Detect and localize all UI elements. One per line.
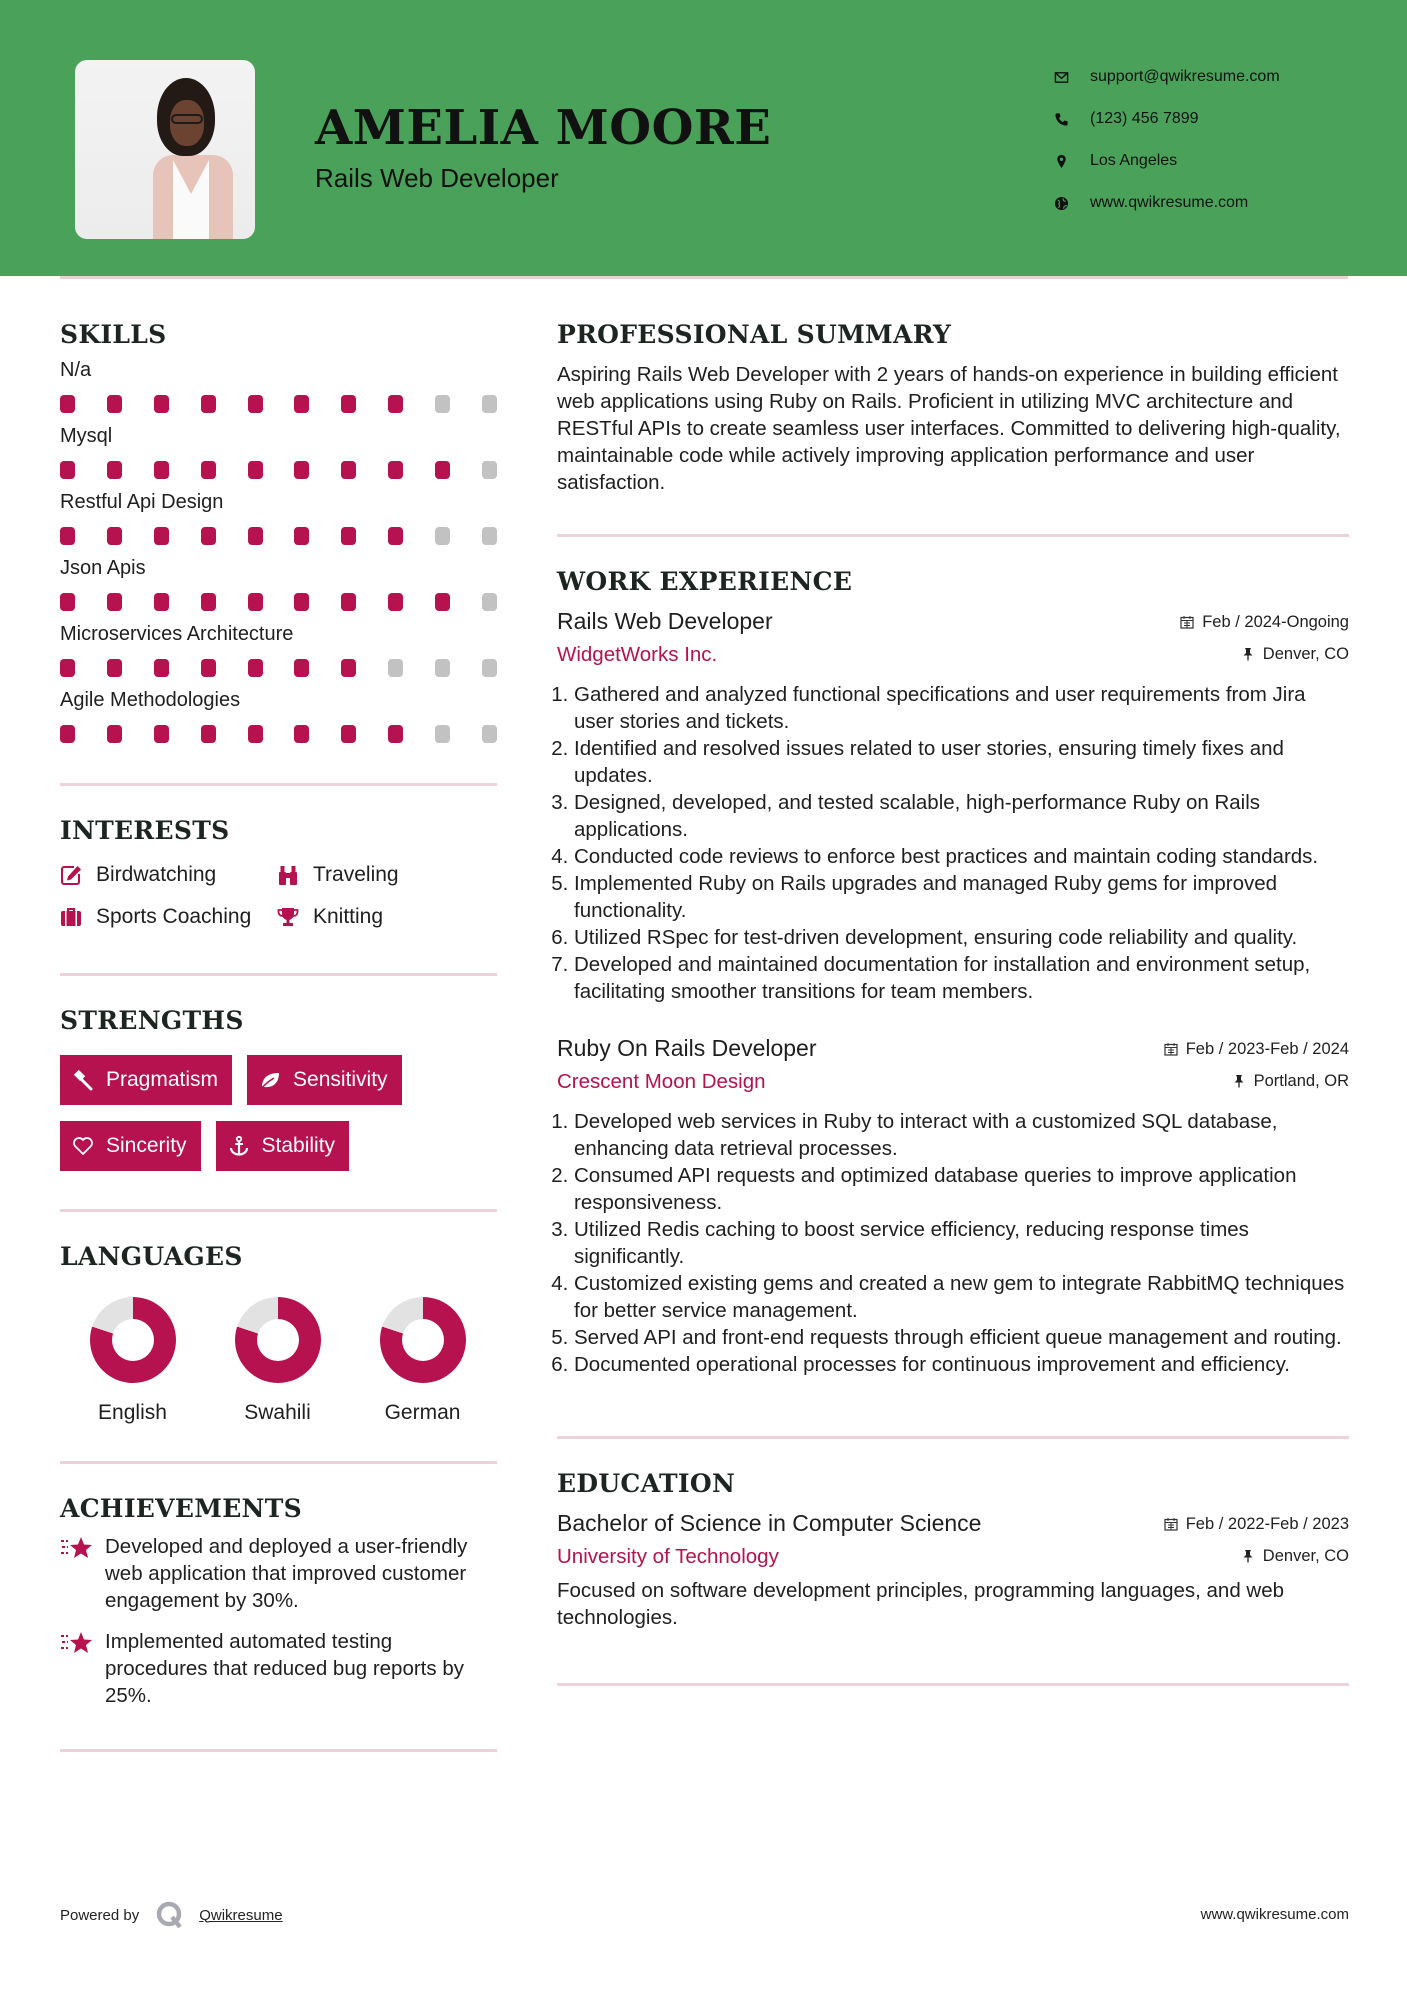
contact-phone[interactable]: [1050, 98, 1280, 140]
calendar-icon: [1180, 615, 1194, 629]
languages-section: [60, 1242, 497, 1425]
rating-dot-filled: [388, 395, 403, 413]
rating-dot-filled: [248, 659, 263, 677]
strengths-list: [60, 1055, 497, 1171]
strength-badge: [60, 1121, 201, 1171]
education-entry: [557, 1510, 1349, 1631]
rating-dot-filled: [107, 527, 122, 545]
job-title: Ruby On Rails Developer: [557, 1035, 817, 1061]
job-entry: [557, 608, 1349, 1005]
contact-list: [1050, 56, 1280, 224]
section-divider: [557, 1436, 1349, 1439]
section-divider: [60, 1209, 497, 1212]
rating-dot-filled: [435, 461, 450, 479]
job-bullet: 1. Gathered and analyzed functional specifications and user requirements from Jira user stories and tickets.: [574, 681, 1349, 735]
strength-badge: [60, 1055, 232, 1105]
interest-label: Sports Coaching: [96, 905, 252, 928]
skill-rating: [60, 725, 497, 745]
left-column: [60, 320, 497, 1752]
education-dates: Feb / 2022-Feb / 2023: [1164, 1515, 1349, 1534]
section-divider: [60, 973, 497, 976]
interest-item: [60, 905, 277, 929]
job-bullet: 4. Conducted code reviews to enforce best practices and maintain coding standards.: [574, 843, 1349, 870]
rating-dot-empty: [435, 395, 450, 413]
rating-dot-filled: [154, 659, 169, 677]
language-proficiency-donut: [235, 1297, 321, 1383]
language-item: [60, 1297, 205, 1425]
job-bullet: 5. Implemented Ruby on Rails upgrades and managed Ruby gems for improved functionality.: [574, 870, 1349, 924]
interest-label: Birdwatching: [96, 863, 217, 886]
rating-dot-filled: [388, 461, 403, 479]
skills-list: [60, 359, 497, 745]
rating-dot-empty: [482, 593, 497, 611]
job-location: Denver, CO: [1241, 645, 1349, 664]
rating-dot-filled: [388, 527, 403, 545]
qwikresume-link[interactable]: Qwikresume: [199, 1906, 283, 1924]
contact-email[interactable]: [1050, 56, 1280, 98]
rating-dot-filled: [341, 395, 356, 413]
rating-dot-filled: [107, 725, 122, 743]
rating-dot-filled: [60, 659, 75, 677]
powered-by-label: Powered by: [60, 1906, 140, 1924]
rating-dot-filled: [154, 593, 169, 611]
rating-dot-filled: [341, 725, 356, 743]
rating-dot-filled: [341, 593, 356, 611]
rating-dot-filled: [294, 725, 309, 743]
map-marker-icon: [1050, 154, 1072, 169]
section-title: EDUCATION: [557, 1469, 736, 1498]
skill-rating: [60, 659, 497, 679]
profile-photo: [75, 60, 255, 239]
interest-item: [277, 905, 497, 929]
suitcase-icon: [60, 906, 84, 928]
right-column: [557, 320, 1349, 1686]
rating-dot-filled: [294, 395, 309, 413]
rating-dot-empty: [388, 659, 403, 677]
strength-badge: [216, 1121, 350, 1171]
job-dates: Feb / 2023-Feb / 2024: [1164, 1040, 1349, 1059]
rating-dot-filled: [201, 725, 216, 743]
rating-dot-filled: [341, 659, 356, 677]
rating-dot-empty: [435, 725, 450, 743]
rating-dot-empty: [435, 659, 450, 677]
shooting-star-icon: [60, 1533, 105, 1614]
experience-section: [557, 567, 1349, 1378]
rating-dot-filled: [388, 725, 403, 743]
rating-dot-filled: [201, 659, 216, 677]
achievement-text: Developed and deployed a user-friendly web application that improved customer engagement by 30%.: [105, 1535, 468, 1612]
language-item: [205, 1297, 350, 1425]
envelope-icon: [1050, 70, 1072, 85]
rating-dot-filled: [201, 395, 216, 413]
edit-icon: [60, 864, 84, 886]
achievements-section: [60, 1494, 497, 1709]
rating-dot-filled: [248, 395, 263, 413]
section-title: WORK EXPERIENCE: [557, 567, 853, 596]
rating-dot-empty: [482, 395, 497, 413]
languages-list: [60, 1297, 497, 1425]
section-title: PROFESSIONAL SUMMARY: [557, 320, 952, 349]
achievement-text: Implemented automated testing procedures that reduced bug reports by 25%.: [105, 1630, 464, 1707]
job-bullet: 6. Utilized RSpec for test-driven development, ensuring code reliability and quality.: [574, 924, 1349, 951]
rating-dot-filled: [294, 527, 309, 545]
section-divider: [60, 783, 497, 786]
section-title: ACHIEVEMENTS: [60, 1494, 302, 1523]
strength-label: Sensitivity: [293, 1068, 388, 1091]
footer-powered-by: [60, 1900, 283, 1930]
rating-dot-filled: [201, 527, 216, 545]
interest-item: [60, 863, 277, 887]
interests-list: [60, 863, 497, 929]
candidate-title: Rails Web Developer: [315, 163, 559, 193]
pushpin-icon: [1241, 1549, 1255, 1563]
rating-dot-filled: [107, 395, 122, 413]
summary-text: Aspiring Rails Web Developer with 2 years of hands-on experience in building efficient web applications using Ruby on Rails. Proficient in utilizing MVC architecture and RESTful APIs to create seamless user interfaces. Committed to delivering high-quality, maintainable code while actively improving application performance and user satisfaction.: [557, 363, 1341, 494]
globe-icon: [1050, 196, 1072, 211]
skill-rating: [60, 395, 497, 415]
calendar-icon: [1164, 1517, 1178, 1531]
header-divider: [60, 276, 1348, 279]
interest-item: [277, 863, 497, 887]
achievement-item: [60, 1628, 497, 1709]
rating-dot-filled: [248, 461, 263, 479]
interests-section: [60, 816, 497, 929]
language-name: English: [98, 1401, 167, 1424]
rating-dot-filled: [60, 527, 75, 545]
rating-dot-filled: [341, 527, 356, 545]
interest-label: Traveling: [313, 863, 399, 886]
rating-dot-filled: [248, 725, 263, 743]
contact-location: [1050, 140, 1280, 182]
interest-label: Knitting: [313, 905, 384, 928]
section-divider: [60, 1749, 497, 1752]
rating-dot-filled: [435, 593, 450, 611]
job-bullet: 4. Customized existing gems and created a new gem to integrate RabbitMQ techniques for better service management.: [574, 1270, 1349, 1324]
rating-dot-filled: [60, 725, 75, 743]
section-title: STRENGTHS: [60, 1006, 244, 1035]
rating-dot-filled: [107, 593, 122, 611]
section-divider: [557, 534, 1349, 537]
skills-section: [60, 320, 497, 745]
section-title: INTERESTS: [60, 816, 230, 845]
heart-icon: [72, 1134, 96, 1158]
job-bullet: 7. Developed and maintained documentation for installation and environment setup, facilitating smoother transitions for team members.: [574, 951, 1349, 1005]
section-divider: [60, 1461, 497, 1464]
pushpin-icon: [1241, 647, 1255, 661]
achievement-item: [60, 1533, 497, 1614]
education-description: Focused on software development principles, programming languages, and web technologies.: [557, 1579, 1285, 1629]
section-title: LANGUAGES: [60, 1242, 243, 1271]
rating-dot-filled: [154, 527, 169, 545]
summary-section: [557, 320, 1349, 496]
rating-dot-filled: [388, 593, 403, 611]
education-section: [557, 1469, 1349, 1631]
job-bullet: 6. Documented operational processes for continuous improvement and efficiency.: [574, 1351, 1349, 1378]
job-bullets: [557, 1108, 1349, 1378]
rating-dot-filled: [248, 593, 263, 611]
rating-dot-filled: [60, 593, 75, 611]
job-bullet: 2. Consumed API requests and optimized database queries to improve application responsiveness.: [574, 1162, 1349, 1216]
skill-rating: [60, 593, 497, 613]
language-name: Swahili: [244, 1401, 311, 1424]
section-title: SKILLS: [60, 320, 167, 349]
anchor-icon: [228, 1134, 252, 1158]
language-proficiency-donut: [380, 1297, 466, 1383]
shooting-star-icon: [60, 1628, 105, 1709]
company-name: WidgetWorks Inc.: [557, 643, 718, 666]
skill-rating: [60, 461, 497, 481]
strength-label: Pragmatism: [106, 1068, 219, 1091]
rating-dot-empty: [482, 659, 497, 677]
rating-dot-filled: [60, 461, 75, 479]
job-entry: [557, 1035, 1349, 1378]
skill-name: Restful Api Design: [60, 491, 224, 513]
skill-name: Agile Methodologies: [60, 689, 241, 711]
trophy-icon: [277, 906, 301, 928]
job-bullets: [557, 681, 1349, 1005]
education-location: Denver, CO: [1241, 1547, 1349, 1566]
skill-rating: [60, 527, 497, 547]
contact-email-value: support@qwikresume.com: [1090, 68, 1280, 85]
strength-badge: [247, 1055, 402, 1105]
section-divider: [557, 1683, 1349, 1686]
rating-dot-filled: [201, 461, 216, 479]
qwikresume-logo-icon: [155, 1900, 185, 1930]
rating-dot-empty: [482, 527, 497, 545]
skill-name: Microservices Architecture: [60, 623, 294, 645]
job-bullet: 3. Designed, developed, and tested scalable, high-performance Ruby on Rails applications.: [574, 789, 1349, 843]
skill-name: N/a: [60, 359, 92, 381]
gavel-icon: [72, 1068, 96, 1092]
rating-dot-filled: [154, 395, 169, 413]
job-bullet: 5. Served API and front-end requests through efficient queue management and routing.: [574, 1324, 1349, 1351]
job-dates: Feb / 2024-Ongoing: [1180, 613, 1349, 632]
job-bullet: 3. Utilized Redis caching to boost service efficiency, reducing response times significantly.: [574, 1216, 1349, 1270]
rating-dot-filled: [248, 527, 263, 545]
skill-name: Json Apis: [60, 557, 146, 579]
skill-name: Mysql: [60, 425, 113, 447]
strengths-section: [60, 1006, 497, 1171]
rating-dot-filled: [154, 725, 169, 743]
contact-phone-value: (123) 456 7899: [1090, 110, 1199, 127]
company-name: Crescent Moon Design: [557, 1070, 766, 1093]
rating-dot-empty: [435, 527, 450, 545]
rating-dot-filled: [341, 461, 356, 479]
language-item: [350, 1297, 495, 1425]
rating-dot-filled: [201, 593, 216, 611]
contact-website-value: www.qwikresume.com: [1090, 194, 1249, 211]
school-name: University of Technology: [557, 1545, 779, 1568]
strength-label: Stability: [261, 1134, 336, 1157]
rating-dot-empty: [482, 461, 497, 479]
language-name: German: [384, 1401, 461, 1424]
degree: Bachelor of Science in Computer Science: [557, 1510, 982, 1536]
rating-dot-filled: [60, 395, 75, 413]
pushpin-icon: [1232, 1074, 1246, 1088]
header-banner: [0, 0, 1407, 276]
rating-dot-filled: [294, 593, 309, 611]
rating-dot-filled: [107, 461, 122, 479]
rating-dot-filled: [294, 659, 309, 677]
binoculars-icon: [277, 864, 301, 886]
rating-dot-empty: [482, 725, 497, 743]
footer-url[interactable]: www.qwikresume.com: [1200, 1906, 1349, 1923]
job-location: Portland, OR: [1232, 1072, 1349, 1091]
rating-dot-filled: [107, 659, 122, 677]
leaf-icon: [259, 1068, 283, 1092]
contact-location-value: Los Angeles: [1090, 152, 1178, 169]
phone-icon: [1050, 112, 1072, 127]
calendar-icon: [1164, 1042, 1178, 1056]
job-title: Rails Web Developer: [557, 608, 773, 634]
language-proficiency-donut: [90, 1297, 176, 1383]
strength-label: Sincerity: [106, 1134, 187, 1157]
job-bullet: 1. Developed web services in Ruby to interact with a customized SQL database, enhancing data retrieval processes.: [574, 1108, 1349, 1162]
rating-dot-filled: [154, 461, 169, 479]
rating-dot-filled: [294, 461, 309, 479]
contact-website[interactable]: [1050, 182, 1280, 224]
job-bullet: 2. Identified and resolved issues related to user stories, ensuring timely fixes and updates.: [574, 735, 1349, 789]
candidate-name: AMELIA MOORE: [315, 100, 772, 156]
